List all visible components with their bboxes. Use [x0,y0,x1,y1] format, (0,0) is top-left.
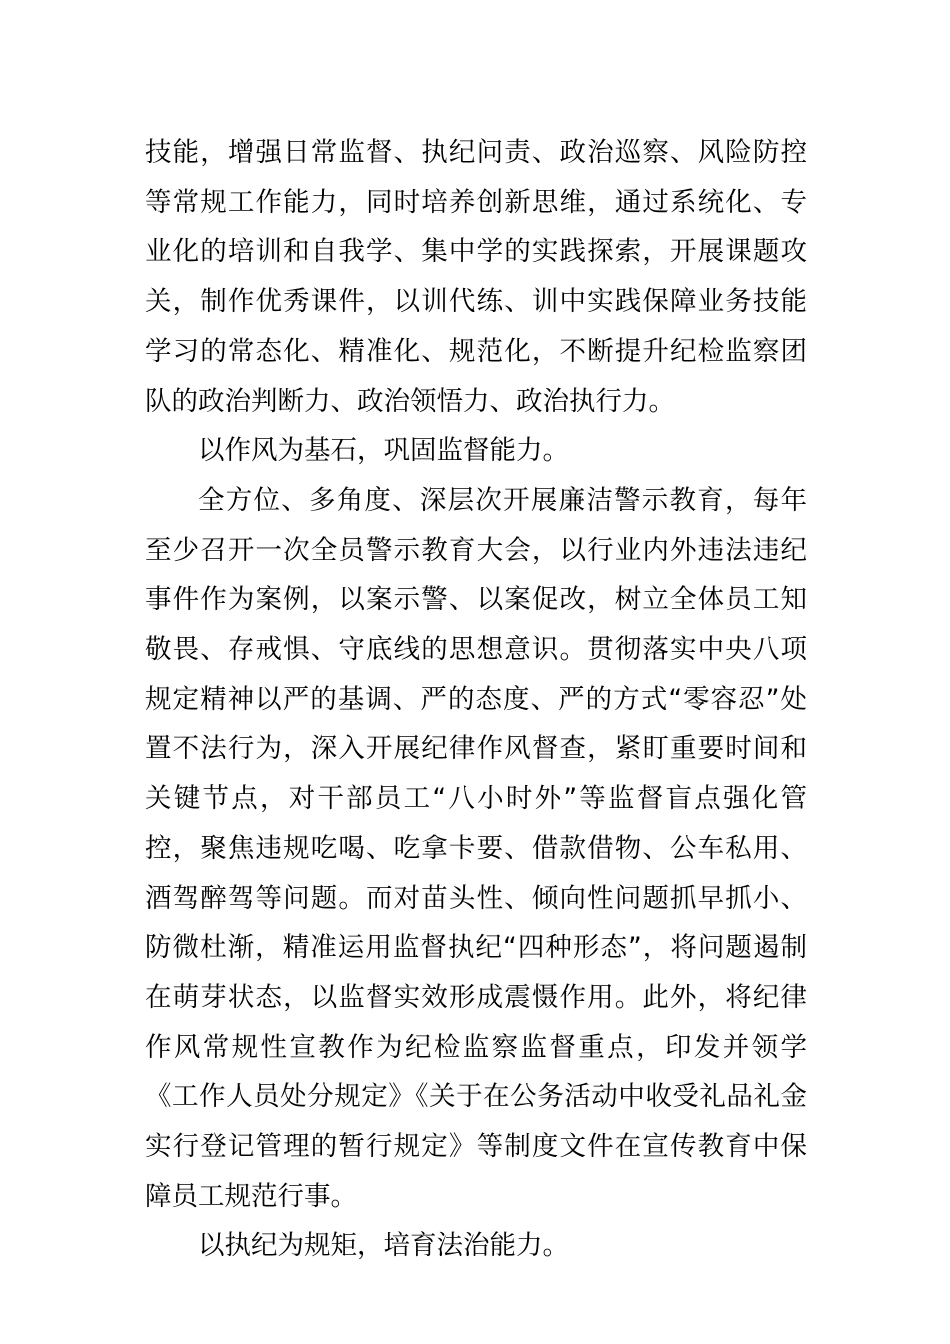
document-body [145,128,807,1271]
section-heading-discipline: 以执纪为规矩，培育法治能力。 [198,1230,569,1262]
paragraph-warning-education: 全方位、多角度、深层次开展廉洁警示教育，每年至少召开一次全员警示教育大会，以行业内外违法违纪事件作为案例，以案示警、以案促改，树立全体员工知敬畏、存戒惧、守底线的思想意识。贯彻落实中央八项规定精神以严的基调、严的态度、严的方式“零容忍”处置不法行为，深入开展纪律作风督查，紧盯重要时间和关键节点，对干部员工“八小时外”等监督盲点强化管控，聚焦违规吃喝、吃拿卡要、借款借物、公车私用、酒驾醉驾等问题。而对苗头性、倾向性问题抓早抓小、防微杜渐，精准运用监督执纪“四种形态”，将问题遏制在萌芽状态，以监督实效形成震慑作用。此外，将纪律作风常规性宣教作为纪检监察监督重点，印发并领学《工作人员处分规定》《关于在公务活动中收受礼品礼金实行登记管理的暂行规定》等制度文件在宣传教育中保障员工规范行事。 [145,484,807,1212]
paragraph-continued: 技能，增强日常监督、执纪问责、政治巡察、风险防控等常规工作能力，同时培养创新思维，通过系统化、专业化的培训和自我学、集中学的实践探索，开展课题攻关，制作优秀课件，以训代练、训中实践保障业务技能学习的常态化、精准化、规范化，不断提升纪检监察团队的政治判断力、政治领悟力、政治执行力。 [145,137,807,417]
section-heading-style: 以作风为基石，巩固监督能力。 [198,435,569,467]
